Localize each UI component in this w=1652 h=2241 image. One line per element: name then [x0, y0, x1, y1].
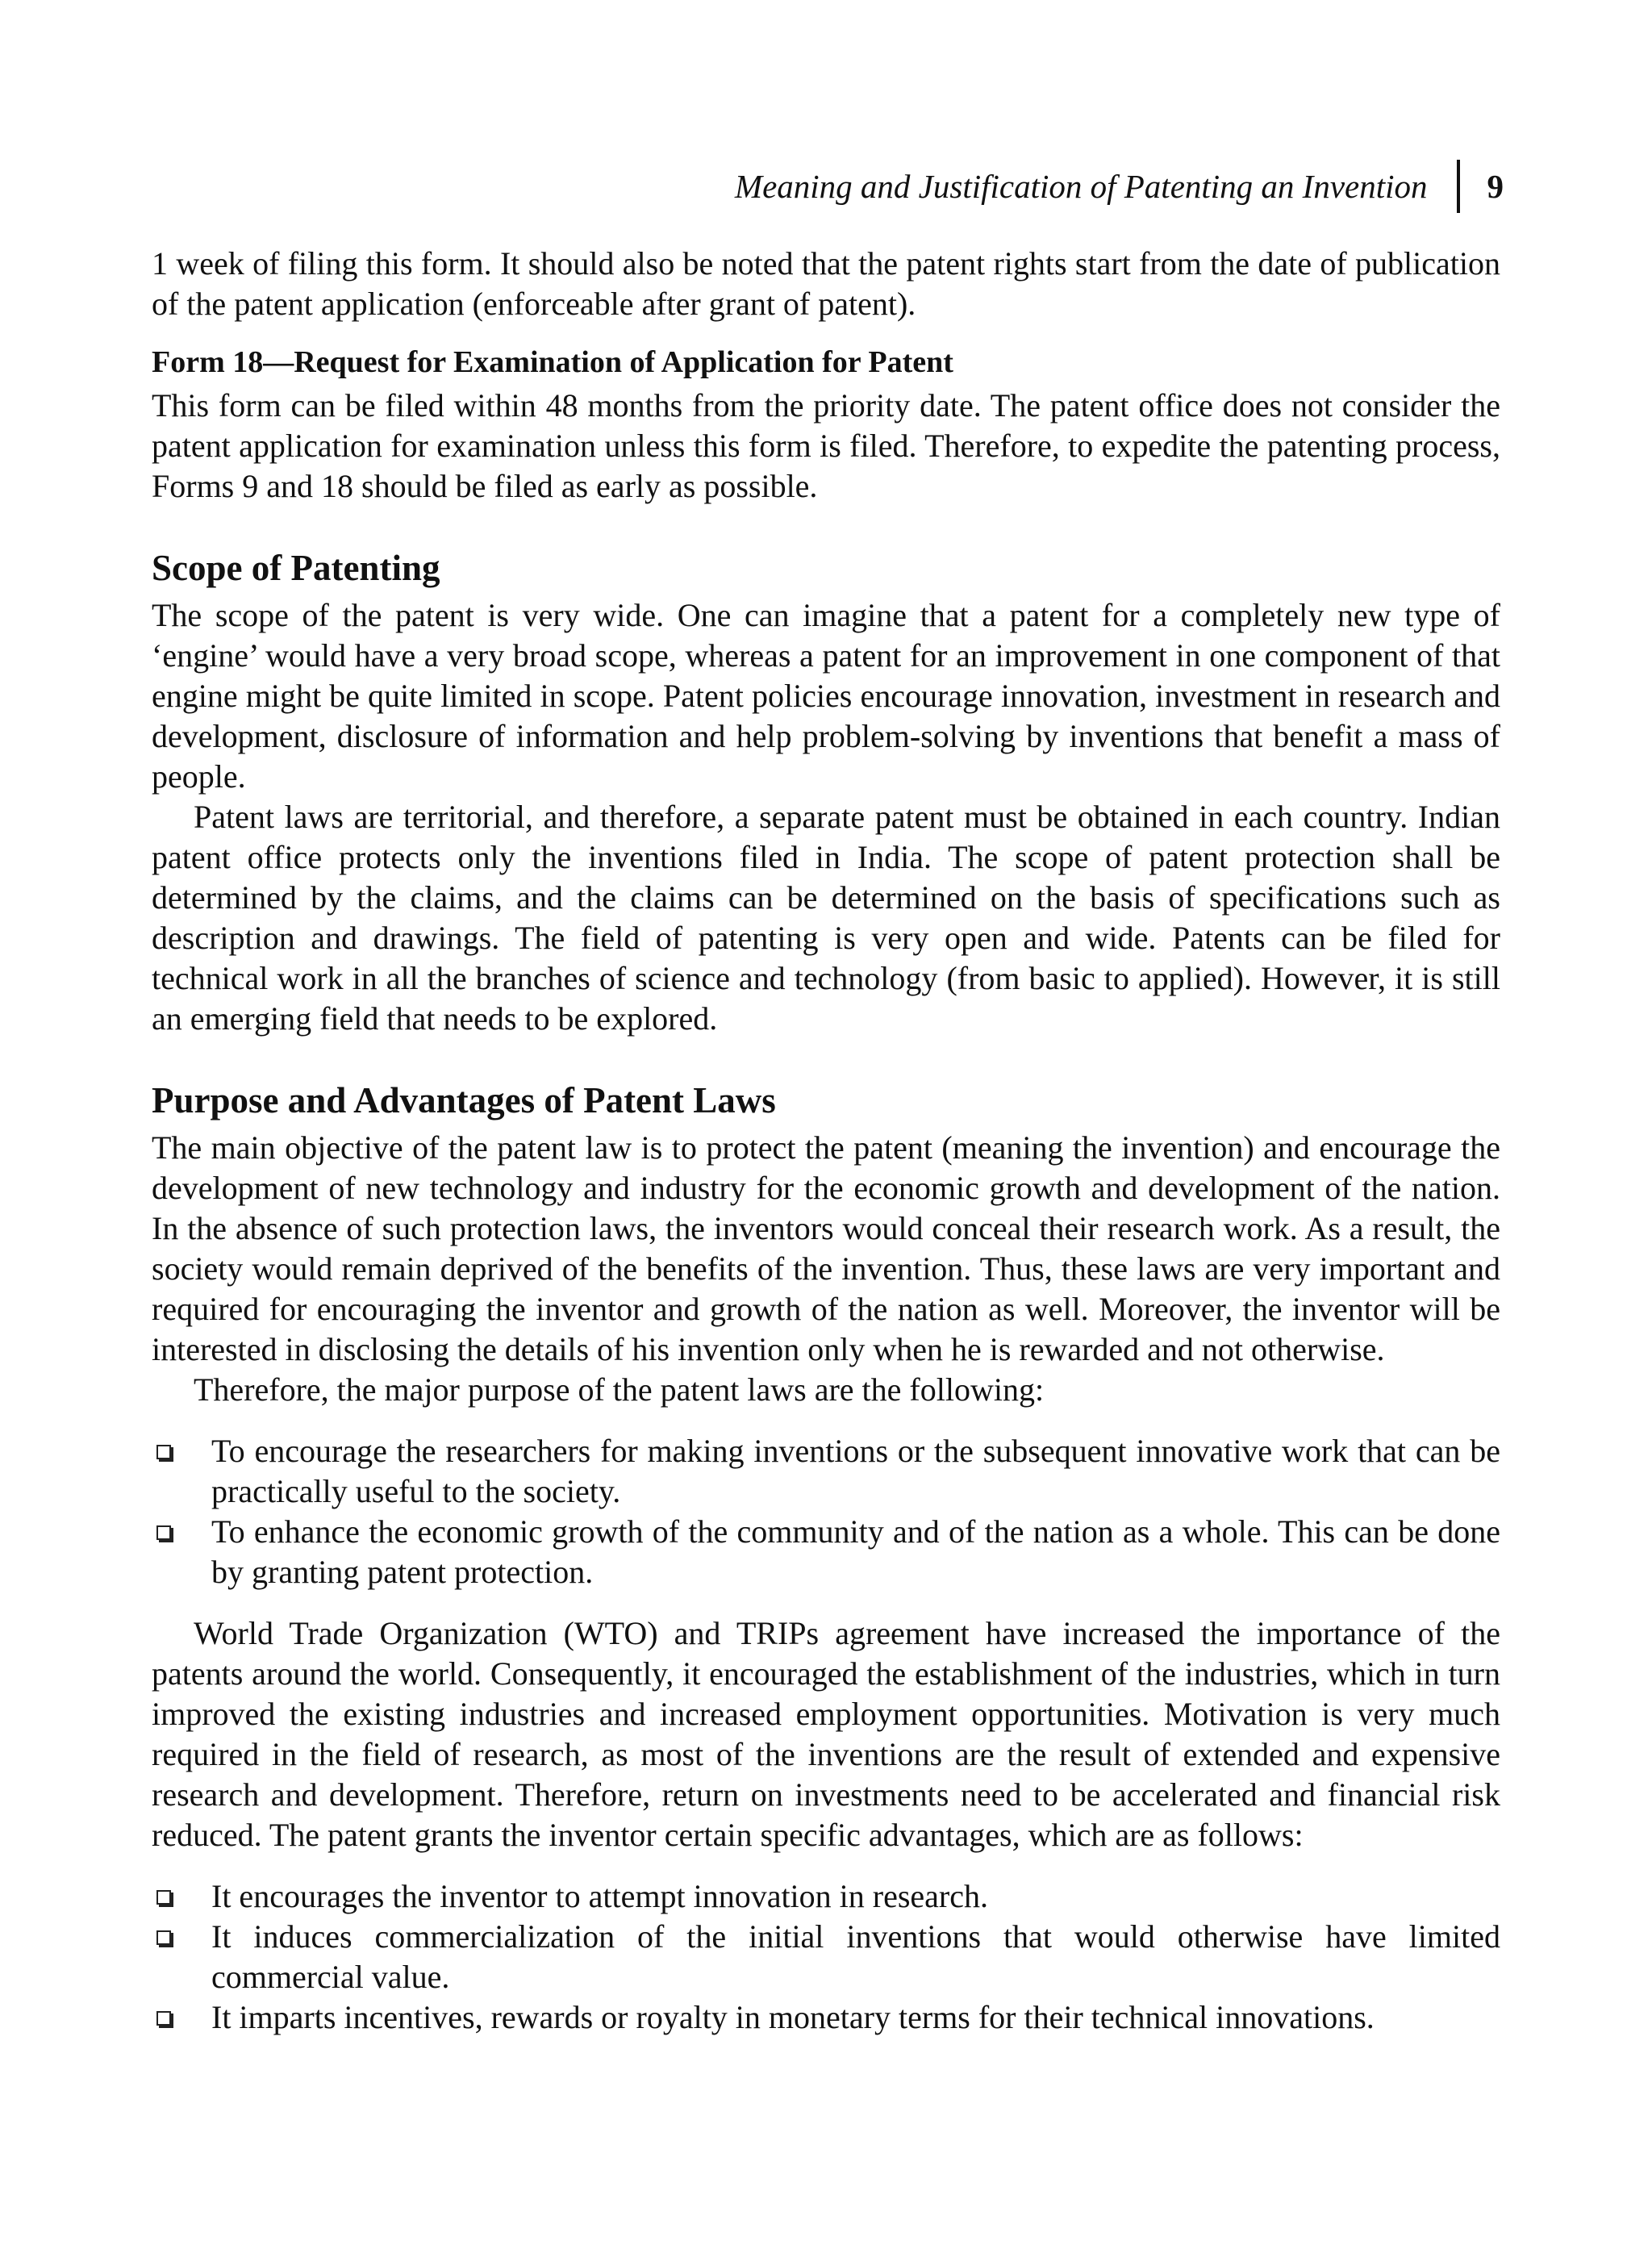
list-item [152, 1512, 1500, 1592]
purpose-paragraph-3: World Trade Organization (WTO) and TRIPs agreement have increased the importance of the patents around the world. Consequently, it encouraged the establishment of the industries, which in turn improved the existing industries and increased employment opportunities. Motivation is very much required in the field of research, as most of the inventions are the result of extended and expensive research and development. Therefore, return on investments need to be accelerated and financial risk reduced. The patent grants the inventor certain specific advantages, which are as follows: [152, 1615, 1500, 1853]
list-item [152, 1431, 1500, 1512]
page-number: 9 [1487, 168, 1504, 205]
checkbox-bullet-icon [156, 1445, 171, 1459]
list-item-text: It encourages the inventor to attempt innovation in research. [211, 1878, 989, 1914]
checkbox-bullet-icon [156, 1525, 171, 1540]
checkbox-bullet-icon [156, 1930, 171, 1945]
page-body [152, 244, 1500, 2059]
list-item-text: To enhance the economic growth of the community and of the nation as a whole. This can be done by granting patent protection. [211, 1513, 1500, 1590]
advantages-bullet-list [152, 1876, 1500, 2038]
list-item-text: To encourage the researchers for making inventions or the subsequent innovative work that can be practically useful to the society. [211, 1433, 1500, 1509]
checkbox-bullet-icon [156, 2011, 171, 2026]
scope-paragraph-1: The scope of the patent is very wide. One can imagine that a patent for a completely new type of ‘engine’ would have a very broad scope, whereas a patent for an improvement in one component of that engine might be quite limited in scope. Patent policies encourage innovation, investment in research and development, disclosure of information and help problem-solving by inventions that benefit a mass of people. [152, 597, 1500, 795]
intro-paragraph: 1 week of filing this form. It should also be noted that the patent rights start from the date of publication of the patent application (enforceable after grant of patent). [152, 245, 1500, 322]
running-header [735, 158, 1504, 215]
checkbox-bullet-icon [156, 1890, 171, 1905]
list-item-text: It induces commercialization of the initial inventions that would otherwise have limited commercial value. [211, 1918, 1500, 1995]
form18-heading: Form 18—Request for Examination of Application for Patent [152, 345, 953, 379]
purpose-paragraph-2: Therefore, the major purpose of the patent laws are the following: [194, 1371, 1045, 1408]
purpose-paragraph-1: The main objective of the patent law is to protect the patent (meaning the invention) and encourage the development of new technology and industry for the economic growth and development of the nation. In the absence of such protection laws, the inventors would conceal their research work. As a result, the society would remain deprived of the benefits of the invention. Thus, these laws are very important and required for encouraging the inventor and growth of the nation as well. Moreover, the inventor will be interested in disclosing the details of his invention only when he is rewarded and not otherwise. [152, 1129, 1500, 1367]
list-item-text: It imparts incentives, rewards or royalty in monetary terms for their technical innovations. [211, 1999, 1375, 2035]
purpose-bullet-list [152, 1431, 1500, 1592]
form18-paragraph: This form can be filed within 48 months from the priority date. The patent office does not consider the patent application for examination unless this form is filed. Therefore, to expedite the patenting process, Forms 9 and 18 should be filed as early as possible. [152, 387, 1500, 504]
list-item [152, 1997, 1500, 2038]
scope-heading: Scope of Patenting [152, 548, 440, 588]
scope-paragraph-2: Patent laws are territorial, and therefore, a separate patent must be obtained in each country. Indian patent office protects only the inventions filed in India. The scope of patent protection shall be determined by the claims, and the claims can be determined on the basis of specifications such as description and drawings. The field of patenting is very open and wide. Patents can be filed for technical work in all the branches of science and technology (from basic to applied). However, it is still an emerging field that needs to be explored. [152, 799, 1500, 1037]
purpose-heading: Purpose and Advantages of Patent Laws [152, 1080, 776, 1120]
list-item [152, 1917, 1500, 1997]
running-title: Meaning and Justification of Patenting an Invention [734, 168, 1428, 205]
list-item [152, 1876, 1500, 1917]
